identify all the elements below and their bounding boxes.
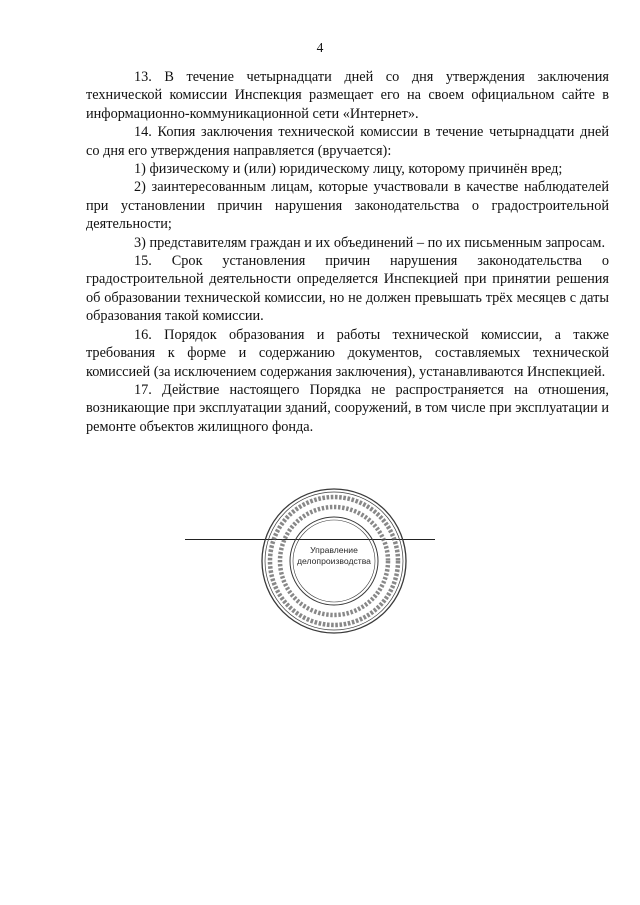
paragraph-15: 15. Срок установления причин нарушения законодательства о градостроительной деятельности определяется Инспекцией при принятии решения об образовании технической комиссии, но не должен превышать трёх месяцев с даты образования такой комиссии. bbox=[86, 253, 609, 325]
stamp-center-line-1: Управление bbox=[310, 545, 358, 555]
document-body bbox=[86, 68, 609, 436]
list-item-1: 1) физическому и (или) юридическому лицу, которому причинён вред; bbox=[134, 161, 563, 178]
paragraph-17: 17. Действие настоящего Порядка не распространяется на отношения, возникающие при эксплуатации зданий, сооружений, в том числе при эксплуатации и ремонте объектов жилищного фонда. bbox=[86, 381, 609, 435]
paragraph-16: 16. Порядок образования и работы технической комиссии, а также требования к форме и содержанию документов, составляемых технической комиссией (за исключением содержания заключения), устанавливаются Инспекцией. bbox=[86, 326, 609, 380]
paragraph-14: 14. Копия заключения технической комиссии в течение четырнадцати дней со дня его утверждения направляется (вручается): bbox=[86, 124, 609, 159]
office-stamp bbox=[258, 485, 410, 637]
stamp-center-text bbox=[284, 545, 384, 567]
stamp-center-line-2: делопроизводства bbox=[297, 556, 371, 566]
list-item-3: 3) представителям граждан и их объединений – по их письменным запросам. bbox=[134, 234, 606, 251]
list-item-2: 2) заинтересованным лицам, которые участвовали в качестве наблюдателей при установлении причин нарушения законодательства о градостроительной деятельности; bbox=[86, 179, 609, 233]
page-number: 4 bbox=[316, 40, 324, 55]
paragraph-13: 13. В течение четырнадцати дней со дня утверждения заключения технической комиссии Инспекция размещает его на своем официальном сайте в информационно-коммуникационной сети «Интернет». bbox=[86, 69, 609, 122]
